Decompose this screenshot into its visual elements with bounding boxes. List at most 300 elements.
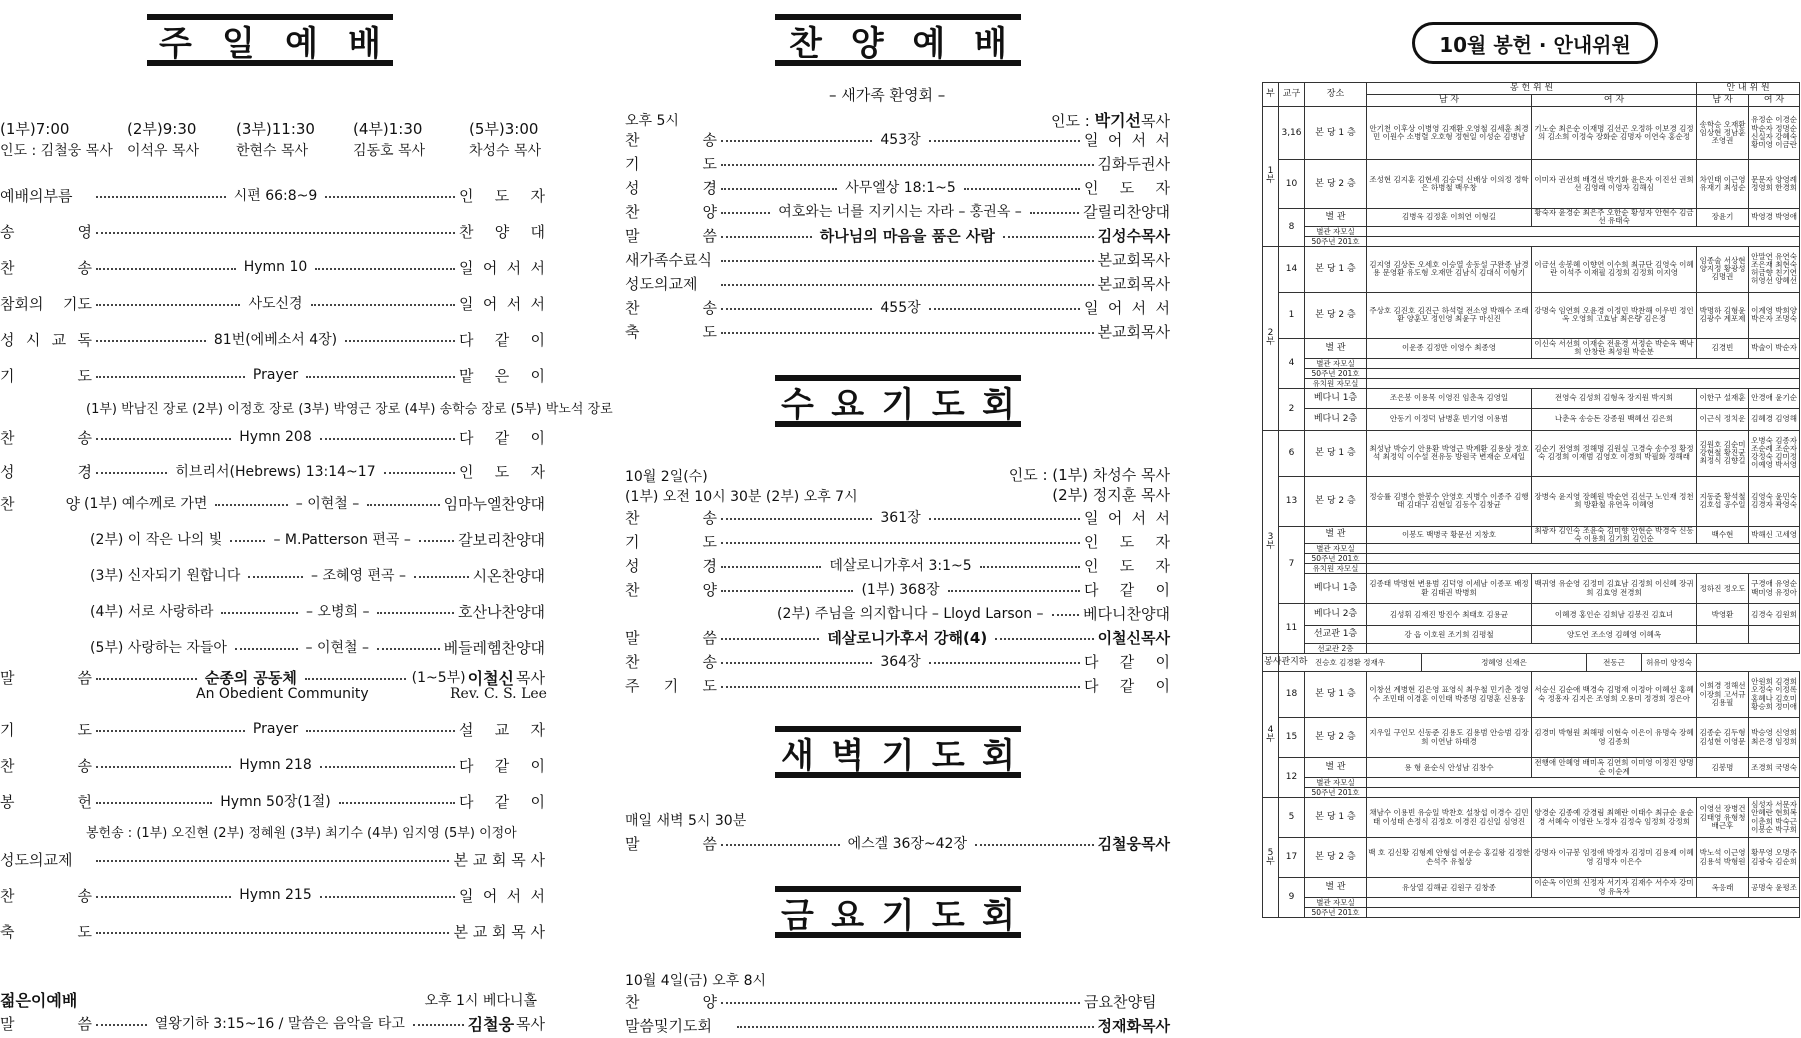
guide-female-names: 박해신 고세영 bbox=[1749, 526, 1800, 544]
order-label: 성도의교제 bbox=[625, 274, 698, 293]
offering-female-names: 백귀영 유순영 김정미 김효남 김정희 이신혜 장귀희 김효영 전경희 bbox=[1532, 574, 1697, 604]
order-content: 453장 bbox=[880, 132, 921, 148]
dawn-title-char: 도 bbox=[931, 735, 965, 776]
order-content: 시편 66:8~9 bbox=[233, 188, 318, 204]
place-cell: 본 당 1 층 bbox=[1305, 672, 1367, 718]
place-cell: 본 당 2 층 bbox=[1305, 292, 1367, 338]
anthem-composer: – 이현철 – bbox=[295, 496, 360, 512]
order-content: Hymn 10 bbox=[243, 259, 308, 275]
order-row bbox=[625, 650, 1170, 672]
order-content: 81번(에베소서 4장) bbox=[213, 332, 338, 348]
order-person: 다 같 이 bbox=[1084, 676, 1170, 695]
header-part: 부 bbox=[1263, 83, 1279, 107]
place-cell: 본 당 1 층 bbox=[1305, 430, 1367, 476]
order-row bbox=[625, 248, 1170, 270]
offering-male-names: 김종태 박명현 변용범 김덕영 이세남 이종포 배정환 김태권 박병희 bbox=[1367, 574, 1532, 604]
sub-place-cell: 유치원 자모실 bbox=[1305, 378, 1367, 388]
place-cell: 본 당 2 층 bbox=[1305, 476, 1367, 526]
order-row bbox=[625, 832, 1170, 854]
order-content: Prayer bbox=[252, 721, 299, 737]
place-cell: 본 당 2 층 bbox=[1305, 838, 1367, 878]
sub-place-cell: 유치원 자모실 bbox=[1305, 564, 1367, 574]
order-content: 하나님의 마음을 품은 사람 bbox=[819, 226, 995, 245]
praise-leader-name: 박기선 bbox=[1094, 111, 1142, 130]
offering-female-names: 이혜경 홍인순 김희남 김봉진 김효녀 bbox=[1532, 604, 1697, 626]
youth-label: 말 씀 bbox=[0, 1014, 92, 1033]
sub-place-cell: 50주년 201호 bbox=[1305, 788, 1367, 798]
guide-male-names: 김종순 김두형 김성현 이영문 bbox=[1697, 718, 1749, 758]
roster-sub-row bbox=[1263, 564, 1800, 574]
offering-female-names: 이미자 권선희 배경선 박기화 윤은자 이진선 권희선 김영래 이영자 김해심 bbox=[1532, 160, 1697, 209]
order-row bbox=[0, 754, 545, 776]
offering-female-names: 이신숙 서선희 이재순 전윤경 서정순 박순옥 백낙희 안창란 최성원 박순분 bbox=[1532, 338, 1697, 358]
roster-row bbox=[1263, 574, 1800, 604]
roster-sub-row bbox=[1263, 358, 1800, 368]
offering-male-names: 진승호 김경환 정재우 bbox=[1279, 654, 1422, 672]
offering-female-names: 장병숙 윤지영 장혜원 박순연 김선구 노인재 정천희 방환철 유연옥 이혜영 bbox=[1532, 476, 1697, 526]
sub-place-cell: 50주년 201호 bbox=[1305, 236, 1367, 246]
offering-male-names: 강 읍 이호원 조기희 김평철 bbox=[1367, 626, 1532, 644]
praise-title-char: 찬 bbox=[789, 23, 822, 64]
anthem-choir: 갈보리찬양대 bbox=[458, 530, 546, 549]
guide-female-names: 박영경 박영애 bbox=[1749, 209, 1800, 227]
order-content: 에스겔 36장~42장 bbox=[847, 836, 967, 852]
district-cell: 18 bbox=[1279, 672, 1305, 718]
friday-title-char: 회 bbox=[982, 895, 1015, 936]
order-person: 금요찬양팀 bbox=[1084, 992, 1157, 1011]
roster-title: 10월 봉헌 · 안내위원 bbox=[1412, 22, 1658, 64]
sub-empty-cell bbox=[1367, 908, 1800, 918]
roster-sub-row bbox=[1263, 908, 1800, 918]
roster-row bbox=[1263, 160, 1800, 209]
part-cell: 4 부 bbox=[1263, 672, 1279, 798]
place-cell: 베다니 1층 bbox=[1305, 574, 1367, 604]
guide-male-names: 차인태 이근영 유재기 최성순 bbox=[1697, 160, 1749, 209]
guide-female-names: 이계영 박희양 박은자 조명숙 bbox=[1749, 292, 1800, 338]
sermon-row bbox=[0, 666, 545, 688]
place-cell: 별 관 bbox=[1305, 338, 1367, 358]
order-person: 본 교 회 목 사 bbox=[453, 850, 545, 869]
order-label: 찬 송 bbox=[625, 652, 717, 671]
guide-female-names: 김혜경 김영해 bbox=[1749, 408, 1800, 430]
time-5: (5부)3:00 bbox=[469, 120, 539, 138]
guide-female-names: 안원희 김경희 오정숙 이정록 홍혜나 김호미 황승희 정미애 bbox=[1749, 672, 1800, 718]
order-label: 찬 송 bbox=[625, 130, 717, 149]
guide-female-names: 김영숙 윤민숙 김경자 곽영숙 bbox=[1749, 476, 1800, 526]
order-person: 일 어 서 서 bbox=[1084, 298, 1170, 317]
offering-female-names: 전행애 안혜영 배미옥 김연희 이미영 이정진 양명순 이순계 bbox=[1532, 758, 1697, 778]
offering-male-names: 용 형 윤순식 안성남 김창수 bbox=[1367, 758, 1532, 778]
order-content: Hymn 208 bbox=[239, 429, 312, 445]
order-row bbox=[625, 674, 1170, 696]
order-person: 갈릴리찬양대 bbox=[1083, 202, 1171, 221]
place-cell: 별 관 bbox=[1305, 758, 1367, 778]
offering-male-names: 지우일 구인모 신동준 김용도 김용범 안승범 김장희 이연남 하태경 bbox=[1367, 718, 1532, 758]
district-cell: 7 bbox=[1279, 526, 1305, 604]
offering-female-names: 황숙자 윤경순 최은주 오한순 황성자 안현수 김금선 유태숙 bbox=[1532, 209, 1697, 227]
praise-leader-prefix: 인도 : bbox=[1051, 112, 1090, 130]
order-content: 히브리서(Hebrews) 13:14~17 bbox=[175, 464, 376, 480]
guide-male-names: 이영선 장병건 김태영 유형청 배근후 bbox=[1697, 798, 1749, 838]
anthem-row bbox=[86, 600, 545, 622]
district-cell: 3,16 bbox=[1279, 107, 1305, 160]
order-label: 성 경 bbox=[625, 178, 717, 197]
roster-row bbox=[1263, 758, 1800, 778]
roster-row bbox=[1263, 626, 1800, 644]
guide-male-names: 임종술 서상현 양지정 황광성 김명권 bbox=[1697, 246, 1749, 292]
sub-place-cell: 선교관 2층 bbox=[1305, 644, 1367, 654]
wednesday-banner bbox=[775, 375, 1021, 427]
order-content: 455장 bbox=[880, 300, 921, 316]
order-person: 일 어 서 서 bbox=[1084, 508, 1170, 527]
place-cell: 별 관 bbox=[1305, 878, 1367, 898]
order-row bbox=[625, 626, 1170, 648]
youth-row bbox=[0, 1012, 545, 1034]
wednesday-title-char: 요 bbox=[831, 384, 865, 425]
order-person: 인 도 자 bbox=[459, 186, 546, 205]
anthem-row bbox=[773, 602, 1170, 624]
roster-sub-row bbox=[1263, 368, 1800, 378]
order-row bbox=[0, 292, 545, 314]
anthem-label: 찬 양 bbox=[0, 494, 80, 513]
order-label: 찬 송 bbox=[0, 428, 92, 447]
order-person: 맡 은 이 bbox=[459, 366, 545, 385]
offering-female-names: 최광자 김인숙 조윤숙 김미향 안현순 박경숙 신동숙 이용희 김기희 김인순 bbox=[1532, 526, 1697, 544]
order-label: 기 도 bbox=[0, 720, 92, 739]
order-label: 찬 송 bbox=[0, 756, 92, 775]
guide-female-names: 조경희 국명숙 bbox=[1749, 758, 1800, 778]
order-label: 주 기 도 bbox=[625, 676, 717, 695]
offering-female-names: 이금선 송봉혜 이향연 이수희 최규단 김영숙 이혜란 이석주 이재필 김정희 김정희 이지영 bbox=[1532, 246, 1697, 292]
order-row bbox=[625, 554, 1170, 576]
sub-place-cell: 별관 자모실 bbox=[1305, 226, 1367, 236]
district-cell: 14 bbox=[1279, 246, 1305, 292]
sub-empty-cell bbox=[1367, 378, 1800, 388]
order-person: 찬 양 대 bbox=[459, 222, 545, 241]
order-label: 기 도 bbox=[625, 154, 717, 173]
roster-row bbox=[1263, 209, 1800, 227]
guide-male-names: 이희경 정해선 이장희 고서규 김용필 bbox=[1697, 672, 1749, 718]
guide-female-names: 오병숙 김종자 조순례 조순자 강정숙 김미정 이예영 박서영 bbox=[1749, 430, 1800, 476]
order-person: 인 도 자 bbox=[1084, 556, 1171, 575]
order-label: 찬 송 bbox=[0, 258, 92, 277]
place-cell: 본 당 2 층 bbox=[1305, 160, 1367, 209]
friday-title-char: 요 bbox=[831, 895, 865, 936]
anthem-choir: 시온찬양대 bbox=[472, 566, 546, 585]
order-person: 정재화목사 bbox=[1097, 1016, 1170, 1035]
guide-male-names: 옥응래 bbox=[1697, 878, 1749, 898]
order-row bbox=[625, 224, 1170, 246]
sermon-services: (1~5부) bbox=[411, 670, 466, 686]
youth-title: 젊은이예배 bbox=[0, 991, 78, 1010]
order-person: 일 어 서 서 bbox=[459, 294, 546, 313]
part-cell: 3 부 bbox=[1263, 430, 1279, 654]
order-label: 찬 양 bbox=[625, 202, 717, 221]
offering-male-names: 안기천 이후상 이병영 김재환 오영철 김세훈 최경민 이원수 소병렬 오호형 정현일 이성순 김병남 bbox=[1367, 107, 1532, 160]
order-row bbox=[0, 920, 545, 942]
dawn-title-char: 회 bbox=[982, 735, 1015, 776]
order-content: 사무엘상 18:1~5 bbox=[845, 180, 956, 196]
anthem-composer: – 오병희 – bbox=[305, 604, 370, 620]
sermon-english: An Obedient Community bbox=[196, 686, 369, 702]
offering-male-names: 김성휘 김재진 방진수 최태호 김용균 bbox=[1367, 604, 1532, 626]
offering-male-names: 이창선 계병현 김은영 표영식 최우철 민기춘 정영수 조민태 이경훈 이인태 박종명 김명훈 신용웅 bbox=[1367, 672, 1532, 718]
offering-female-names: 기노순 최은순 이재명 김선곤 오정하 이보경 김정의 김소희 이정숙 장화순 김명자 이연숙 홍순정 bbox=[1532, 107, 1697, 160]
offering-male-names: 주상호 김진호 김진근 하석렬 전소영 박해수 조래환 양훈모 정인영 최윤구 마신진 bbox=[1367, 292, 1532, 338]
district-cell: 11 bbox=[1279, 604, 1305, 654]
youth-content: 열왕기하 3:15~16 / 말씀은 음악을 타고 bbox=[154, 1016, 405, 1032]
praise-title-char: 양 bbox=[850, 23, 884, 64]
roster-sub-row bbox=[1263, 778, 1800, 788]
leader-5: 차성수 목사 bbox=[469, 143, 542, 159]
place-cell: 별 관 bbox=[1305, 209, 1367, 227]
sub-place-cell: 별관 자모실 bbox=[1305, 358, 1367, 368]
roster-sub-row bbox=[1263, 788, 1800, 798]
offering-female-names: 강명숙 임연희 오윤경 이정민 박찬해 이우빈 정인옥 오영희 고효남 최은량 김은경 bbox=[1532, 292, 1697, 338]
prayer-note: (1부) 박남진 장로 (2부) 이정호 장로 (3부) 박영근 장로 (4부) 송학승 장로 (5부) 박노석 장로 bbox=[86, 402, 613, 417]
order-person: 다 같 이 bbox=[1084, 652, 1170, 671]
offering-male-names: 이봉도 백병국 황문선 지창호 bbox=[1367, 526, 1532, 544]
guide-male-names: 이근식 정치운 bbox=[1697, 408, 1749, 430]
district-cell: 2 bbox=[1279, 388, 1305, 430]
sub-empty-cell bbox=[1367, 788, 1800, 798]
order-person: 인 도 자 bbox=[459, 462, 546, 481]
guide-female-names: 박승영 신영희 최은경 임정희 bbox=[1749, 718, 1800, 758]
wednesday-title-char: 수 bbox=[781, 384, 814, 425]
anthem-choir: 임마누엘찬양대 bbox=[443, 494, 546, 513]
order-row bbox=[0, 460, 545, 482]
sub-empty-cell bbox=[1367, 368, 1800, 378]
offering-male-names: 조성현 김지훈 김현세 김승덕 신배상 이의정 정학은 하병철 백우창 bbox=[1367, 160, 1532, 209]
roster-row bbox=[1263, 292, 1800, 338]
offering-female-names: 이순옥 이인희 신정자 서기자 김재수 서수자 강미영 유옥자 bbox=[1532, 878, 1697, 898]
district-cell: 17 bbox=[1279, 838, 1305, 878]
offering-female-names: 양도연 조소영 김혜영 이혜옥 bbox=[1532, 626, 1697, 644]
sub-empty-cell bbox=[1367, 644, 1800, 654]
roster-row bbox=[1263, 388, 1800, 408]
sub-place-cell: 별관 자모실 bbox=[1305, 544, 1367, 554]
guide-male-names: 이한구 설재훈 bbox=[1697, 388, 1749, 408]
guide-male-names: 지동준 황석철 김호섭 공수일 bbox=[1697, 476, 1749, 526]
wednesday-title-char: 도 bbox=[931, 384, 965, 425]
offering-male-names: 김병욱 김정훈 이희연 이형길 bbox=[1367, 209, 1532, 227]
order-row bbox=[625, 200, 1170, 222]
sermon-suffix: 목사 bbox=[516, 668, 545, 687]
anthem-row bbox=[86, 564, 545, 586]
order-label: 축 도 bbox=[625, 322, 717, 341]
friday-title-char: 기 bbox=[881, 895, 915, 936]
anthem-title: (1부) 예수께로 가면 bbox=[84, 496, 208, 512]
order-person: 다 같 이 bbox=[459, 792, 545, 811]
order-person: 인 도 자 bbox=[1084, 178, 1170, 197]
order-row bbox=[625, 296, 1170, 318]
place-cell: 본 당 1 층 bbox=[1305, 246, 1367, 292]
leader-1: 인도 : 김철웅 목사 bbox=[0, 143, 113, 159]
guide-male-names: 전동근 bbox=[1587, 654, 1642, 672]
order-content: 361장 bbox=[880, 510, 921, 526]
order-label: 찬 양 bbox=[625, 580, 717, 599]
order-person: 본 교 회 목 사 bbox=[453, 922, 545, 941]
order-person: 다 같 이 bbox=[1084, 580, 1170, 599]
roster-row bbox=[1263, 798, 1800, 838]
order-person: 다 같 이 bbox=[459, 330, 545, 349]
offering-male-names: 유상열 김해균 김원구 김창종 bbox=[1367, 878, 1532, 898]
order-person: 본교회목사 bbox=[1097, 274, 1170, 293]
time-2: (2부)9:30 bbox=[127, 120, 197, 138]
order-content: Hymn 218 bbox=[239, 757, 312, 773]
anthem-composer: – M.Patterson 편곡 – bbox=[273, 532, 411, 548]
order-label: 송 영 bbox=[0, 222, 92, 241]
roster-row bbox=[1263, 878, 1800, 898]
order-content: 데살로니가후서 강해(4) bbox=[827, 628, 988, 647]
header-female: 여 자 bbox=[1749, 95, 1800, 107]
sub-empty-cell bbox=[1367, 564, 1800, 574]
offering-note: 봉헌송 : (1부) 오진현 (2부) 정혜원 (3부) 최기수 (4부) 임지영 (5부) 이정아 bbox=[86, 826, 517, 841]
order-person: 인 도 자 bbox=[1084, 532, 1170, 551]
district-cell: 9 bbox=[1279, 878, 1305, 918]
guide-male-names: 정하진 정오도 bbox=[1697, 574, 1749, 604]
sermon-label: 말 씀 bbox=[0, 668, 92, 687]
sermon-title: 순종의 공동체 bbox=[204, 668, 297, 687]
roster-sub-row bbox=[1263, 898, 1800, 908]
order-label: 찬 송 bbox=[0, 886, 92, 905]
order-row bbox=[625, 578, 1170, 600]
offering-female-names: 나춘옥 송승돈 강종원 백혜선 김은희 bbox=[1532, 408, 1697, 430]
part-cell: 5 부 bbox=[1263, 798, 1279, 918]
order-label: 말 씀 bbox=[625, 628, 717, 647]
roster-row bbox=[1263, 476, 1800, 526]
sub-place-cell: 별관 자모실 bbox=[1305, 898, 1367, 908]
place-cell: 선교관 1층 bbox=[1305, 626, 1367, 644]
guide-female-names: 심성자 서문자 안혜란 현희복 이춘희 박숙근 이봉순 박구희 bbox=[1749, 798, 1800, 838]
wednesday-leader-1: 인도 : (1부) 차성수 목사 bbox=[1008, 466, 1170, 484]
guide-male-names: 김봉명 bbox=[1697, 758, 1749, 778]
praise-banner bbox=[775, 14, 1021, 66]
district-cell: 6 bbox=[1279, 430, 1305, 476]
sub-empty-cell bbox=[1367, 226, 1800, 236]
roster-table bbox=[1262, 82, 1800, 918]
order-content: Hymn 215 bbox=[239, 887, 312, 903]
anthem-title: (5부) 사랑하는 자들아 bbox=[90, 640, 227, 656]
sub-empty-cell bbox=[1367, 236, 1800, 246]
offering-female-names: 정혜영 신재은 bbox=[1422, 654, 1587, 672]
order-row bbox=[625, 990, 1170, 1012]
leader-4: 김동호 목사 bbox=[353, 143, 426, 159]
order-content: 사도신경 bbox=[248, 296, 303, 312]
offering-male-names: 조은봉 이용목 이영진 임춘옥 김영일 bbox=[1367, 388, 1532, 408]
friday-banner bbox=[775, 886, 1021, 938]
wednesday-title-char: 기 bbox=[881, 384, 915, 425]
friday-title-char: 도 bbox=[931, 895, 965, 936]
offering-female-names: 서승신 김순애 백경숙 김명재 이정아 이혜선 홍혜숙 정흥자 김지은 조영희 오용미 정경희 정은아 bbox=[1532, 672, 1697, 718]
order-person: 다 같 이 bbox=[459, 428, 545, 447]
anthem-title: (4부) 서로 사랑하라 bbox=[90, 604, 214, 620]
offering-male-names: 백 호 김신황 김형제 안형섭 여운승 홍길왕 김정한 손석주 유철상 bbox=[1367, 838, 1532, 878]
part-cell: 2 부 bbox=[1263, 246, 1279, 430]
header-male: 남 자 bbox=[1697, 95, 1749, 107]
praise-subtitle: – 새가족 환영회 – bbox=[829, 86, 946, 104]
roster-sub-row bbox=[1263, 236, 1800, 246]
sunday-title-char: 주 bbox=[159, 23, 192, 64]
order-person: 본교회목사 bbox=[1097, 250, 1170, 269]
part-cell: 1 부 bbox=[1263, 107, 1279, 247]
offering-male-names: 김지영 김상돈 오세호 이승열 송동설 구완종 남경용 문영환 유도형 오재만 김남식 김대식 이형기 bbox=[1367, 246, 1532, 292]
order-person: 설 교 자 bbox=[459, 720, 545, 739]
offering-female-names: 김경미 박형원 최해평 이현숙 이은이 유명숙 장혜영 김종희 bbox=[1532, 718, 1697, 758]
order-label: 성 시 교 독 bbox=[0, 330, 92, 349]
anthem-composer: – 조혜영 편곡 – bbox=[311, 568, 406, 584]
order-label: 말 씀 bbox=[625, 834, 717, 853]
header-guide: 안 내 위 원 bbox=[1697, 83, 1800, 95]
roster-row bbox=[1263, 338, 1800, 358]
wednesday-date: 10월 2일(수) bbox=[625, 469, 708, 485]
time-4: (4부)1:30 bbox=[353, 120, 423, 138]
offering-female-names: 전영숙 김성희 김형옥 장지원 박지희 bbox=[1532, 388, 1697, 408]
guide-male-names: 김원호 김순미 강현철 황진균 최정식 김향길 bbox=[1697, 430, 1749, 476]
roster-row bbox=[1263, 246, 1800, 292]
place-cell: 별 관 bbox=[1305, 526, 1367, 544]
praise-leader-suffix: 목사 bbox=[1141, 112, 1170, 130]
anthem-choir: 베다니찬양대 bbox=[1083, 604, 1170, 623]
guide-female-names: 허유미 양정숙 bbox=[1642, 654, 1697, 672]
friday-title-char: 금 bbox=[781, 895, 814, 936]
anthem-choir: 베들레헴찬양대 bbox=[443, 638, 546, 657]
order-label: 봉 헌 bbox=[0, 792, 92, 811]
order-content: (1부) 368장 bbox=[861, 582, 940, 598]
place-cell: 본 당 1 층 bbox=[1305, 798, 1367, 838]
roster-row bbox=[1263, 672, 1800, 718]
header-district: 교구 bbox=[1279, 83, 1305, 107]
offering-female-names: 강명자 이규봉 임정애 박정자 김정미 김용제 이혜영 김명자 이은수 bbox=[1532, 838, 1697, 878]
order-row bbox=[625, 176, 1170, 198]
order-row bbox=[625, 152, 1170, 174]
offering-female-names: 양경순 김종예 강경림 최혜란 이태수 최규순 윤순경 서혜숙 이영란 노정자 김정숙 임정희 강정희 bbox=[1532, 798, 1697, 838]
sub-empty-cell bbox=[1367, 544, 1800, 554]
district-cell: 4 bbox=[1279, 338, 1305, 388]
order-person: 이철신목사 bbox=[1097, 628, 1171, 647]
youth-time: 오후 1시 베다니홀 bbox=[424, 993, 537, 1009]
order-row bbox=[0, 184, 545, 206]
wednesday-title-char: 회 bbox=[982, 384, 1015, 425]
roster-row bbox=[1263, 718, 1800, 758]
order-content: 364장 bbox=[880, 654, 921, 670]
guide-female-names: 황무영 오명주 김광숙 김순희 bbox=[1749, 838, 1800, 878]
order-row bbox=[625, 272, 1170, 294]
order-label: 찬 양 bbox=[625, 992, 717, 1011]
guide-female-names: 안경애 윤기순 bbox=[1749, 388, 1800, 408]
guide-female-names: 공명숙 윤평조 bbox=[1749, 878, 1800, 898]
order-label: 성 경 bbox=[0, 462, 92, 481]
order-person: 김철웅목사 bbox=[1097, 834, 1171, 853]
roster-sub-row bbox=[1263, 544, 1800, 554]
roster-row bbox=[1263, 838, 1800, 878]
roster-sub-row bbox=[1263, 226, 1800, 236]
anthem-row bbox=[86, 528, 545, 550]
guide-female-names: 박술이 박순자 bbox=[1749, 338, 1800, 358]
guide-female-names: 김경숙 김원희 bbox=[1749, 604, 1800, 626]
order-person: 다 같 이 bbox=[459, 756, 545, 775]
order-label: 성 경 bbox=[625, 556, 717, 575]
offering-male-names: 최성남 박승기 안용환 박영근 박계환 김용삼 정호석 최정익 이수설 전유동 방원국 변재순 오세일 bbox=[1367, 430, 1532, 476]
roster-row bbox=[1263, 107, 1800, 160]
district-cell: 1 bbox=[1279, 292, 1305, 338]
place-cell: 베다니 1층 bbox=[1305, 388, 1367, 408]
order-content: Prayer bbox=[252, 367, 299, 383]
district-cell: 12 bbox=[1279, 758, 1305, 798]
order-row bbox=[625, 1014, 1170, 1036]
order-row bbox=[0, 790, 545, 812]
time-1: (1부)7:00 bbox=[0, 120, 70, 138]
